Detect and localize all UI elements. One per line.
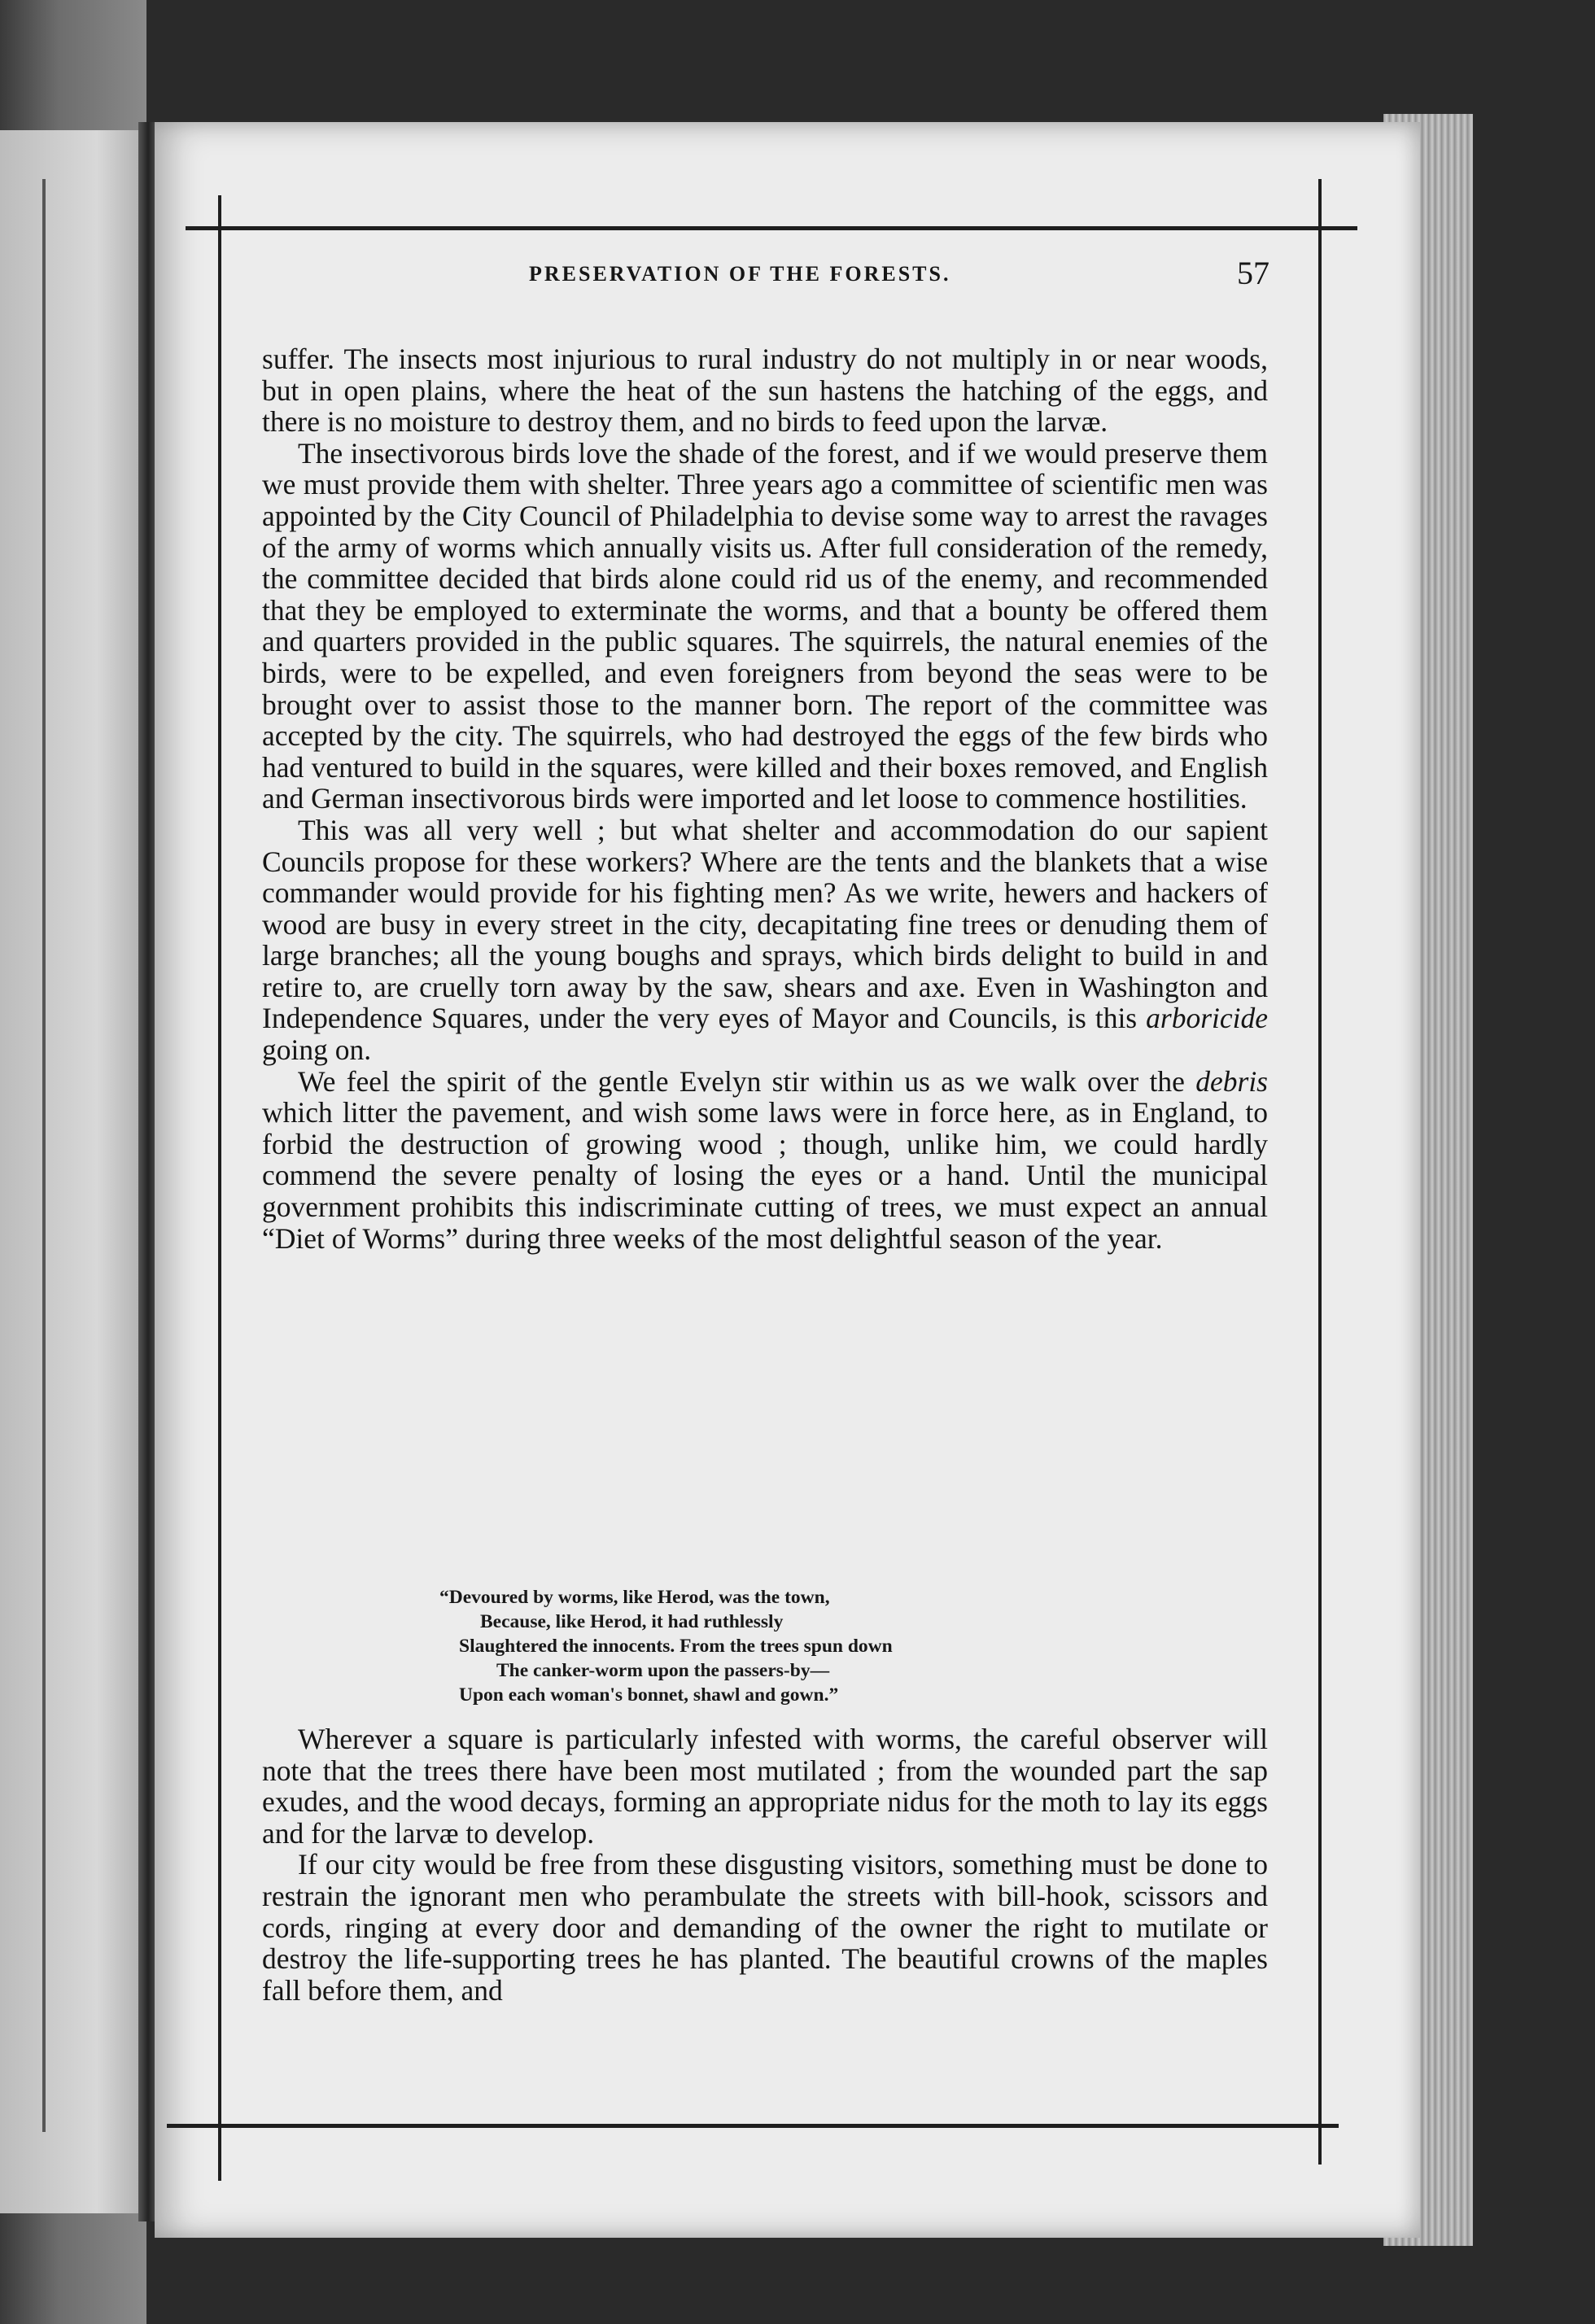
verse-line: Slaughtered the innocents. From the trees spun down <box>459 1636 893 1657</box>
page-header <box>260 252 1294 301</box>
body-text-continued <box>262 1723 1268 2006</box>
book-gutter <box>138 122 155 2221</box>
paragraph: If our city would be free from these disgusting visitors, something must be done to restrain the ignorant men who perambulate the streets with bill-hook, scissors and cords, ringing at every door and demanding of the owner the right to mutilate or destroy the life-supporting trees he has planted. The beautiful crowns of the maples fall before them, and <box>262 1848 1268 2007</box>
paragraph: The insectivorous birds love the shade of the forest, and if we would preserve them we must provide them with shelter. Three years ago a committee of scientific men was appointed by the City Council of Philadelphia to devise some way to arrest the ravages of the army of worms which annually visits us. After full consideration of the remedy, the committee decided that birds alone could rid us of the enemy, and recommended that they be employed to exterminate the worms, and that a bounty be offered them and quarters provided in the public squares. The squirrels, the natural enemies of the birds, were to be expelled, and even foreigners from beyond the seas were to be brought over to assist those to the manner born. The report of the committee was accepted by the city. The squirrels, who had destroyed the eggs of the few birds who had ventured to build in the squares, were killed and their boxes removed, and English and German insectivorous birds were imported and let loose to commence hostilities. <box>262 436 1268 815</box>
frame-rule-right <box>1318 179 1322 2165</box>
paragraph-text: This was all very well ; but what shelter and accommodation do our sapient Councils propose for these workers? Where are the tents and the blankets that a wise commander would provide for his fighting men? As we write, hewers and hackers of wood are busy in every street in the city, decapitating fine trees or denuding them of large branches; all the young boughs and sprays, which birds delight to build in and retire to, are cruelly torn away by the saw, shears and axe. Even in Washington and Independence Squares, under the very eyes of Mayor and Councils, is this <box>262 813 1268 1035</box>
frame-rule-top <box>186 226 1357 230</box>
paragraph-text: We feel the spirit of the gentle Evelyn stir within us as we walk over the <box>298 1064 1196 1098</box>
italic-term: arboricide <box>1146 1002 1268 1035</box>
paragraph <box>262 815 1268 1066</box>
verse-line: “Devoured by worms, like Herod, was the town, <box>439 1587 830 1608</box>
paragraph-text: going on. <box>262 1033 372 1067</box>
verse-quotation <box>439 1585 1058 1707</box>
facing-page-rule <box>42 179 46 2132</box>
paragraph: Wherever a square is particularly infested with worms, the careful observer will note that the trees there have been most mutilated ; from the wounded part the sap exudes, and the wood decays, forming an appropriate nidus for the moth to lay its eggs and for the larvæ to develop. <box>262 1723 1268 1850</box>
paragraph-text: which litter the pavement, and wish some laws were in force here, as in England, to forbid the destruction of growing wood ; though, unlike him, we could hardly commend the severe penalty of losing the eyes or a hand. Until the municipal government prohibits this indiscriminate cutting of trees, we must expect an annual “Diet of Worms” during three weeks of the most delightful season of the year. <box>262 1096 1268 1255</box>
verse-line: The canker-worm upon the passers-by— <box>496 1660 830 1681</box>
verse-line: Because, like Herod, it had ruthlessly <box>480 1611 784 1632</box>
paragraph: suffer. The insects most injurious to rural industry do not multiply in or near woods, but in open plains, where the heat of the sun hastens the hatching of the eggs, and there is no moisture to destroy them, and no birds to feed upon the larvæ. <box>262 343 1268 439</box>
paragraph <box>262 1066 1268 1255</box>
frame-rule-left <box>218 195 221 2181</box>
page-number: 57 <box>1237 255 1269 291</box>
verse-line: Upon each woman's bonnet, shawl and gown.” <box>459 1684 839 1706</box>
frame-rule-bottom <box>167 2124 1339 2128</box>
body-text <box>262 343 1268 1254</box>
italic-term: debris <box>1195 1064 1268 1098</box>
facing-page-edge <box>0 130 138 2213</box>
running-head: PRESERVATION OF THE FORESTS. <box>529 262 951 286</box>
